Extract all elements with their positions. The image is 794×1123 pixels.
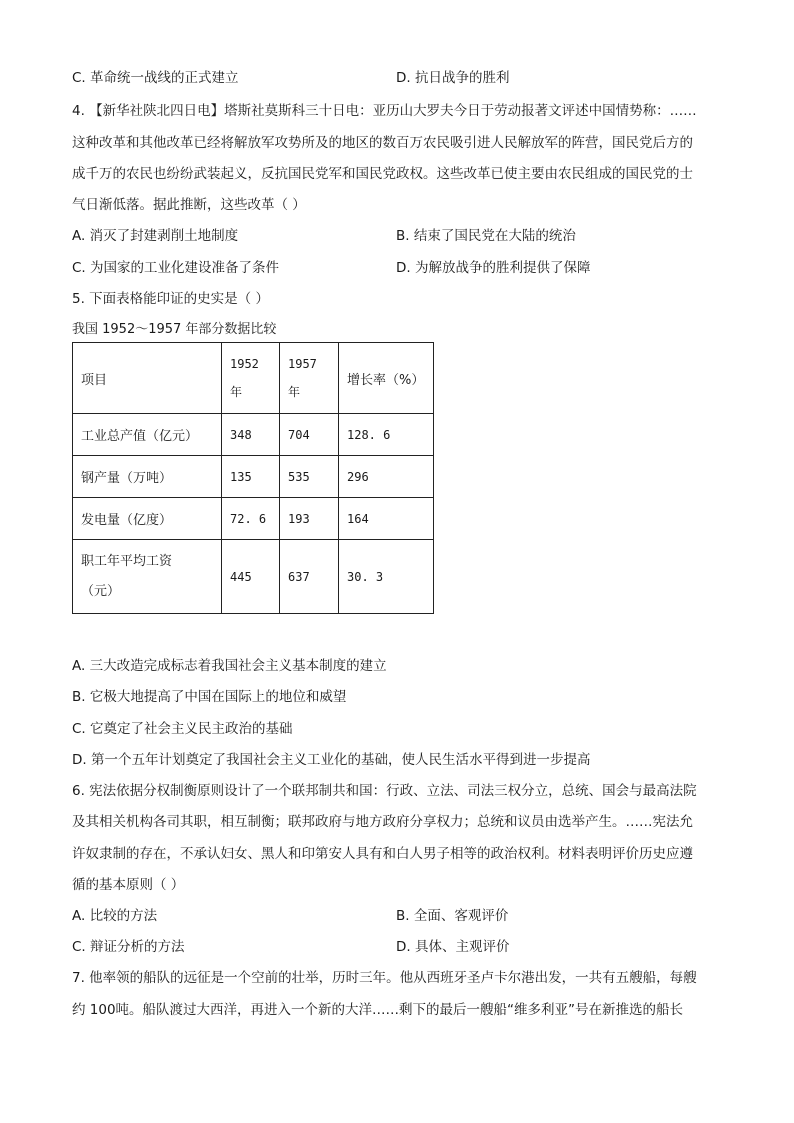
- cell-item: 钢产量（万吨）: [73, 456, 222, 498]
- header-1957: 1957 年: [280, 343, 339, 414]
- q5-option-a: A. 三大改造完成标志着我国社会主义基本制度的建立: [72, 658, 387, 674]
- cell-1952: 348: [222, 414, 280, 456]
- q4-option-b: B. 结束了国民党在大陆的统治: [396, 228, 576, 244]
- table-header-row: [73, 343, 434, 414]
- cell-1952: 72. 6: [222, 498, 280, 540]
- q5-option-b: B. 它极大地提高了中国在国际上的地位和威望: [72, 689, 347, 705]
- header-item: 项目: [73, 343, 222, 414]
- q6-option-a: A. 比较的方法: [72, 908, 158, 924]
- q4-option-c: C. 为国家的工业化建设准备了条件: [72, 260, 280, 276]
- q3-option-c: C. 革命统一战线的正式建立: [72, 70, 239, 86]
- cell-item: 发电量（亿度）: [73, 498, 222, 540]
- q3-option-d: D. 抗日战争的胜利: [396, 70, 510, 86]
- q6-stem-line-4: 循的基本原则（ ）: [72, 877, 185, 893]
- cell-1957: 193: [280, 498, 339, 540]
- q4-stem-line-2: 这种改革和其他改革已经将解放军攻势所及的地区的数百万农民吸引进人民解放军的阵营，国民党后方的: [72, 135, 693, 151]
- q5-data-table: [72, 342, 434, 614]
- q5-stem: 5. 下面表格能印证的史实是（ ）: [72, 291, 269, 307]
- cell-1952: 135: [222, 456, 280, 498]
- q4-stem-line-3: 成千万的农民也纷纷武装起义，反抗国民党军和国民党政权。这些改革已使主要由农民组成的国民党的士: [72, 166, 693, 182]
- q6-stem-line-2: 及其相关机构各司其职，相互制衡；联邦政府与地方政府分享权力；总统和议员由选举产生。……宪法允: [72, 814, 693, 830]
- q4-option-d: D. 为解放战争的胜利提供了保障: [396, 260, 591, 276]
- cell-growth: 128. 6: [339, 414, 434, 456]
- cell-item: 职工年平均工资 （元）: [73, 540, 222, 614]
- q6-stem-line-3: 许奴隶制的存在，不承认妇女、黑人和印第安人具有和白人男子相等的政治权利。材料表明评价历史应遵: [72, 846, 693, 862]
- cell-growth: 30. 3: [339, 540, 434, 614]
- cell-growth: 296: [339, 456, 434, 498]
- table-row: [73, 540, 434, 614]
- cell-1957: 704: [280, 414, 339, 456]
- q6-option-b: B. 全面、客观评价: [396, 908, 509, 924]
- cell-growth: 164: [339, 498, 434, 540]
- header-growth-rate: 增长率（%）: [339, 343, 434, 414]
- q5-option-d: D. 第一个五年计划奠定了我国社会主义工业化的基础，使人民生活水平得到进一步提高: [72, 752, 591, 768]
- cell-1952: 445: [222, 540, 280, 614]
- header-1952: 1952 年: [222, 343, 280, 414]
- cell-1957: 535: [280, 456, 339, 498]
- table-row: [73, 414, 434, 456]
- q7-stem-line-2: 约 100吨。船队渡过大西洋，再进入一个新的大洋……剩下的最后一艘船“维多利亚”号在新推选的船长: [72, 1002, 684, 1018]
- q4-option-a: A. 消灭了封建剥削土地制度: [72, 228, 239, 244]
- table-row: [73, 498, 434, 540]
- q4-stem-line-4: 气日渐低落。据此推断，这些改革（ ）: [72, 197, 306, 213]
- q4-stem-line-1: 4. 【新华社陕北四日电】塔斯社莫斯科三十日电：亚历山大罗夫今日于劳动报著文评述中国情势称：……: [72, 103, 697, 119]
- q6-option-d: D. 具体、主观评价: [396, 939, 510, 955]
- q6-stem-line-1: 6. 宪法依据分权制衡原则设计了一个联邦制共和国：行政、立法、司法三权分立，总统、国会与最高法院: [72, 783, 697, 799]
- cell-item: 工业总产值（亿元）: [73, 414, 222, 456]
- table-row: [73, 456, 434, 498]
- q7-stem-line-1: 7. 他率领的船队的远征是一个空前的壮举，历时三年。他从西班牙圣卢卡尔港出发，一共有五艘船，每艘: [72, 970, 697, 986]
- cell-1957: 637: [280, 540, 339, 614]
- q6-option-c: C. 辩证分析的方法: [72, 939, 185, 955]
- q5-option-c: C. 它奠定了社会主义民主政治的基础: [72, 721, 293, 737]
- q5-table-caption: 我国 1952～1957 年部分数据比较: [72, 322, 277, 337]
